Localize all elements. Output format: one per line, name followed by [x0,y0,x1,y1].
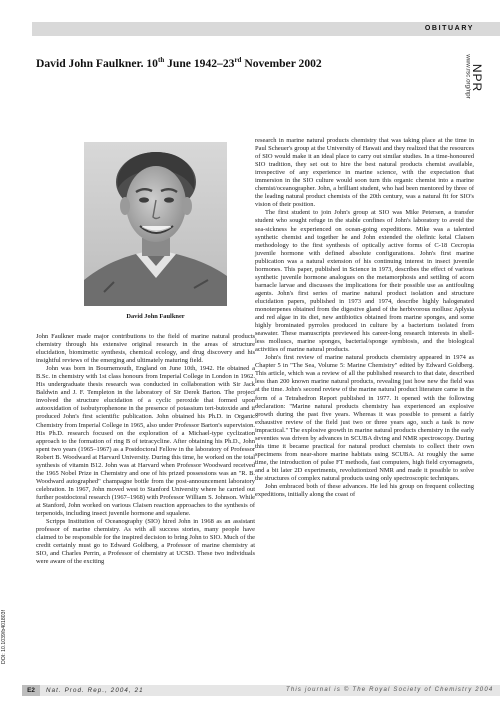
copyright-notice: This journal is © The Royal Society of Chemistry 2004 [286,687,494,693]
journal-abbrev: NPR [470,63,485,93]
section-label: OBITUARY [424,25,474,32]
doi-label: DOI: 10.1039/b401803f [0,610,7,664]
body-column-right [255,137,474,499]
paragraph: Scripps Institution of Oceanography (SIO) hired John in 1968 as an assistant professor of marine chemistry. As with all success stories, many people have claimed to be responsible for the inspired decision to bring John to SIO. Much of the credit certainly must go to Edward Goldberg, a Professor of marine chemistry at SIO, and Charles Perrin, a Professor of chemistry at UCSD. These two individuals were aware of the exciting [36,518,255,566]
paragraph: John Faulkner made major contributions to the field of marine natural products chemistry through his extensive original research in the areas of structure elucidation, biomimetic synthesis, chemical ecology, and drug discovery and his insightful reviews of the emerging and ultimately maturing field. [36,333,255,365]
paragraph: John embraced both of these advances. He led his group on frequent collecting expeditions, initially along the coast of [255,483,474,499]
paragraph: John was born in Bournemouth, England on June 10th, 1942. He obtained a B.Sc. in chemistry with 1st class honours from Imperial College in London in 1962. His undergraduate thesis research was conducted in collaboration with Sir Jack Baldwin and J. F. Templeton in the laboratory of Sir Derek Barton. The project involved the structure elucidation of a cyclic peroxide that formed upon autooxidation of isobutyrophenone in the presence of potassium tert-butoxide and it produced John's first scientific publication. John obtained his Ph.D. in Organic Chemistry from Imperial College in 1965, also under Professor Barton's supervision. His Ph.D. research focused on the exploration of a Michael-type cyclization approach to the formation of ring B of tetracycline. After obtaining his Ph.D., John spent two years (1965–1967) as a Postdoctoral Fellow in the laboratory of Professor Robert B. Woodward at Harvard University. During this time, he worked on the total synthesis of vitamin B12. John was at Harvard when Professor Woodward received the 1965 Nobel Prize in Chemistry and one of his prized possessions was an "R. B. Woodward autographed" champagne bottle from the post-announcement laboratory celebration. In 1967, John moved west to Stanford University where he carried out further postdoctoral research (1967–1968) with Professor William S. Johnson. While at Stanford, John worked on various Claisen reaction approaches to the synthesis of terpenoids, including insect juvenile hormone and squalene. [36,365,255,518]
paragraph: research in marine natural products chemistry that was taking place at the time in Paul Scheuer's group at the University of Hawaii and they realized that the resources of SIO would make it an ideal place to carry out similar studies. In a time-honoured SIO tradition, they set out to hire the best natural products chemist available, irrespective of any experience in marine science, with the expectation that immersion in the SIO culture would soon turn this organic chemist into a marine chemist/oceanographer. John, a brilliant student, who had been mentored by three of the leading natural product chemists of the 20th century, was a natural fit for SIO's vision of their position. [255,137,474,209]
journal-url[interactable]: www.rsc.org/npr [464,54,472,99]
journal-side-label [464,51,496,111]
section-band [32,22,500,36]
portrait-image [84,142,227,306]
paragraph: The first student to join John's group at SIO was Mike Petersen, a transfer student who sought refuge in the stable confines of John's laboratory to avoid the sea-sickness he experienced on ocean-going expeditions. Mike was a talented synthetic chemist and together he and John extended the olefinic ketal Claisen methodology to the first synthesis of optically active forms of C-18 Cecropia juvenile hormone with defined absolute configurations. John's first marine publication was a natural extension of his continuing interest in insect juvenile hormones. This paper, published in Science in 1973, describes the effect of various synthetic juvenile hormone analogues on the metamorphosis and settling of acorn barnacle larvae and discusses the implications for their possible use as antifouling agents. John's first series of marine natural product isolation and structure elucidation papers, published in 1973 and 1974, describe highly halogenated monoterpenes obtained from the digestive gland of the herbivorous mollusc Aplysia and red algae in its diet, new antibiotics obtained from marine sponges, and some highly brominated pyrroles produced in culture by a bacterium isolated from seawater. These manuscripts previewed his career-long research interests in shell-less molluscs, marine sponges, bacterial/sponge symbiosis, and the biological activities of marine natural products. [255,209,474,354]
photo-caption: David John Faulkner [126,313,185,320]
portrait-photo [84,142,227,306]
paragraph: John's first review of marine natural products chemistry appeared in 1974 as Chapter 5 in "The Sea, Volume 5: Marine Chemistry" edited by Edward Goldberg. This article, which was a review of all the published research to that date, described less than 200 known marine natural products, revealing just how new the field was at the time. John's second review of the marine natural product literature came in the form of a Tetrahedron Report published in 1977. It opened with the following declaration: "Marine natural products chemistry has experienced an explosive growth during the past five years. Whereas it was possible to present a fairly exhaustive review of the field just two or three years ago, such a task is now impractical." The explosive growth in marine natural products chemistry in the early seventies was driven by advances in SCUBA diving and NMR spectroscopy. During this time it became practical for natural product chemists to collect their own specimens from near-shore marine habitats using SCUBA. At roughly the same time, the introduction of pulse FT methods, fast computers, high field cryomagnets, and a bit later 2D experiments, revolutionized NMR and made it possible to solve the structures of complex natural products using only spectroscopic techniques. [255,354,474,482]
journal-citation: Nat. Prod. Rep., 2004, 21 [46,687,144,694]
page-number: E2 [22,685,40,696]
body-column-left [36,333,255,566]
article-title: David John Faulkner. 10th June 1942–23rd November 2002 [36,56,322,70]
